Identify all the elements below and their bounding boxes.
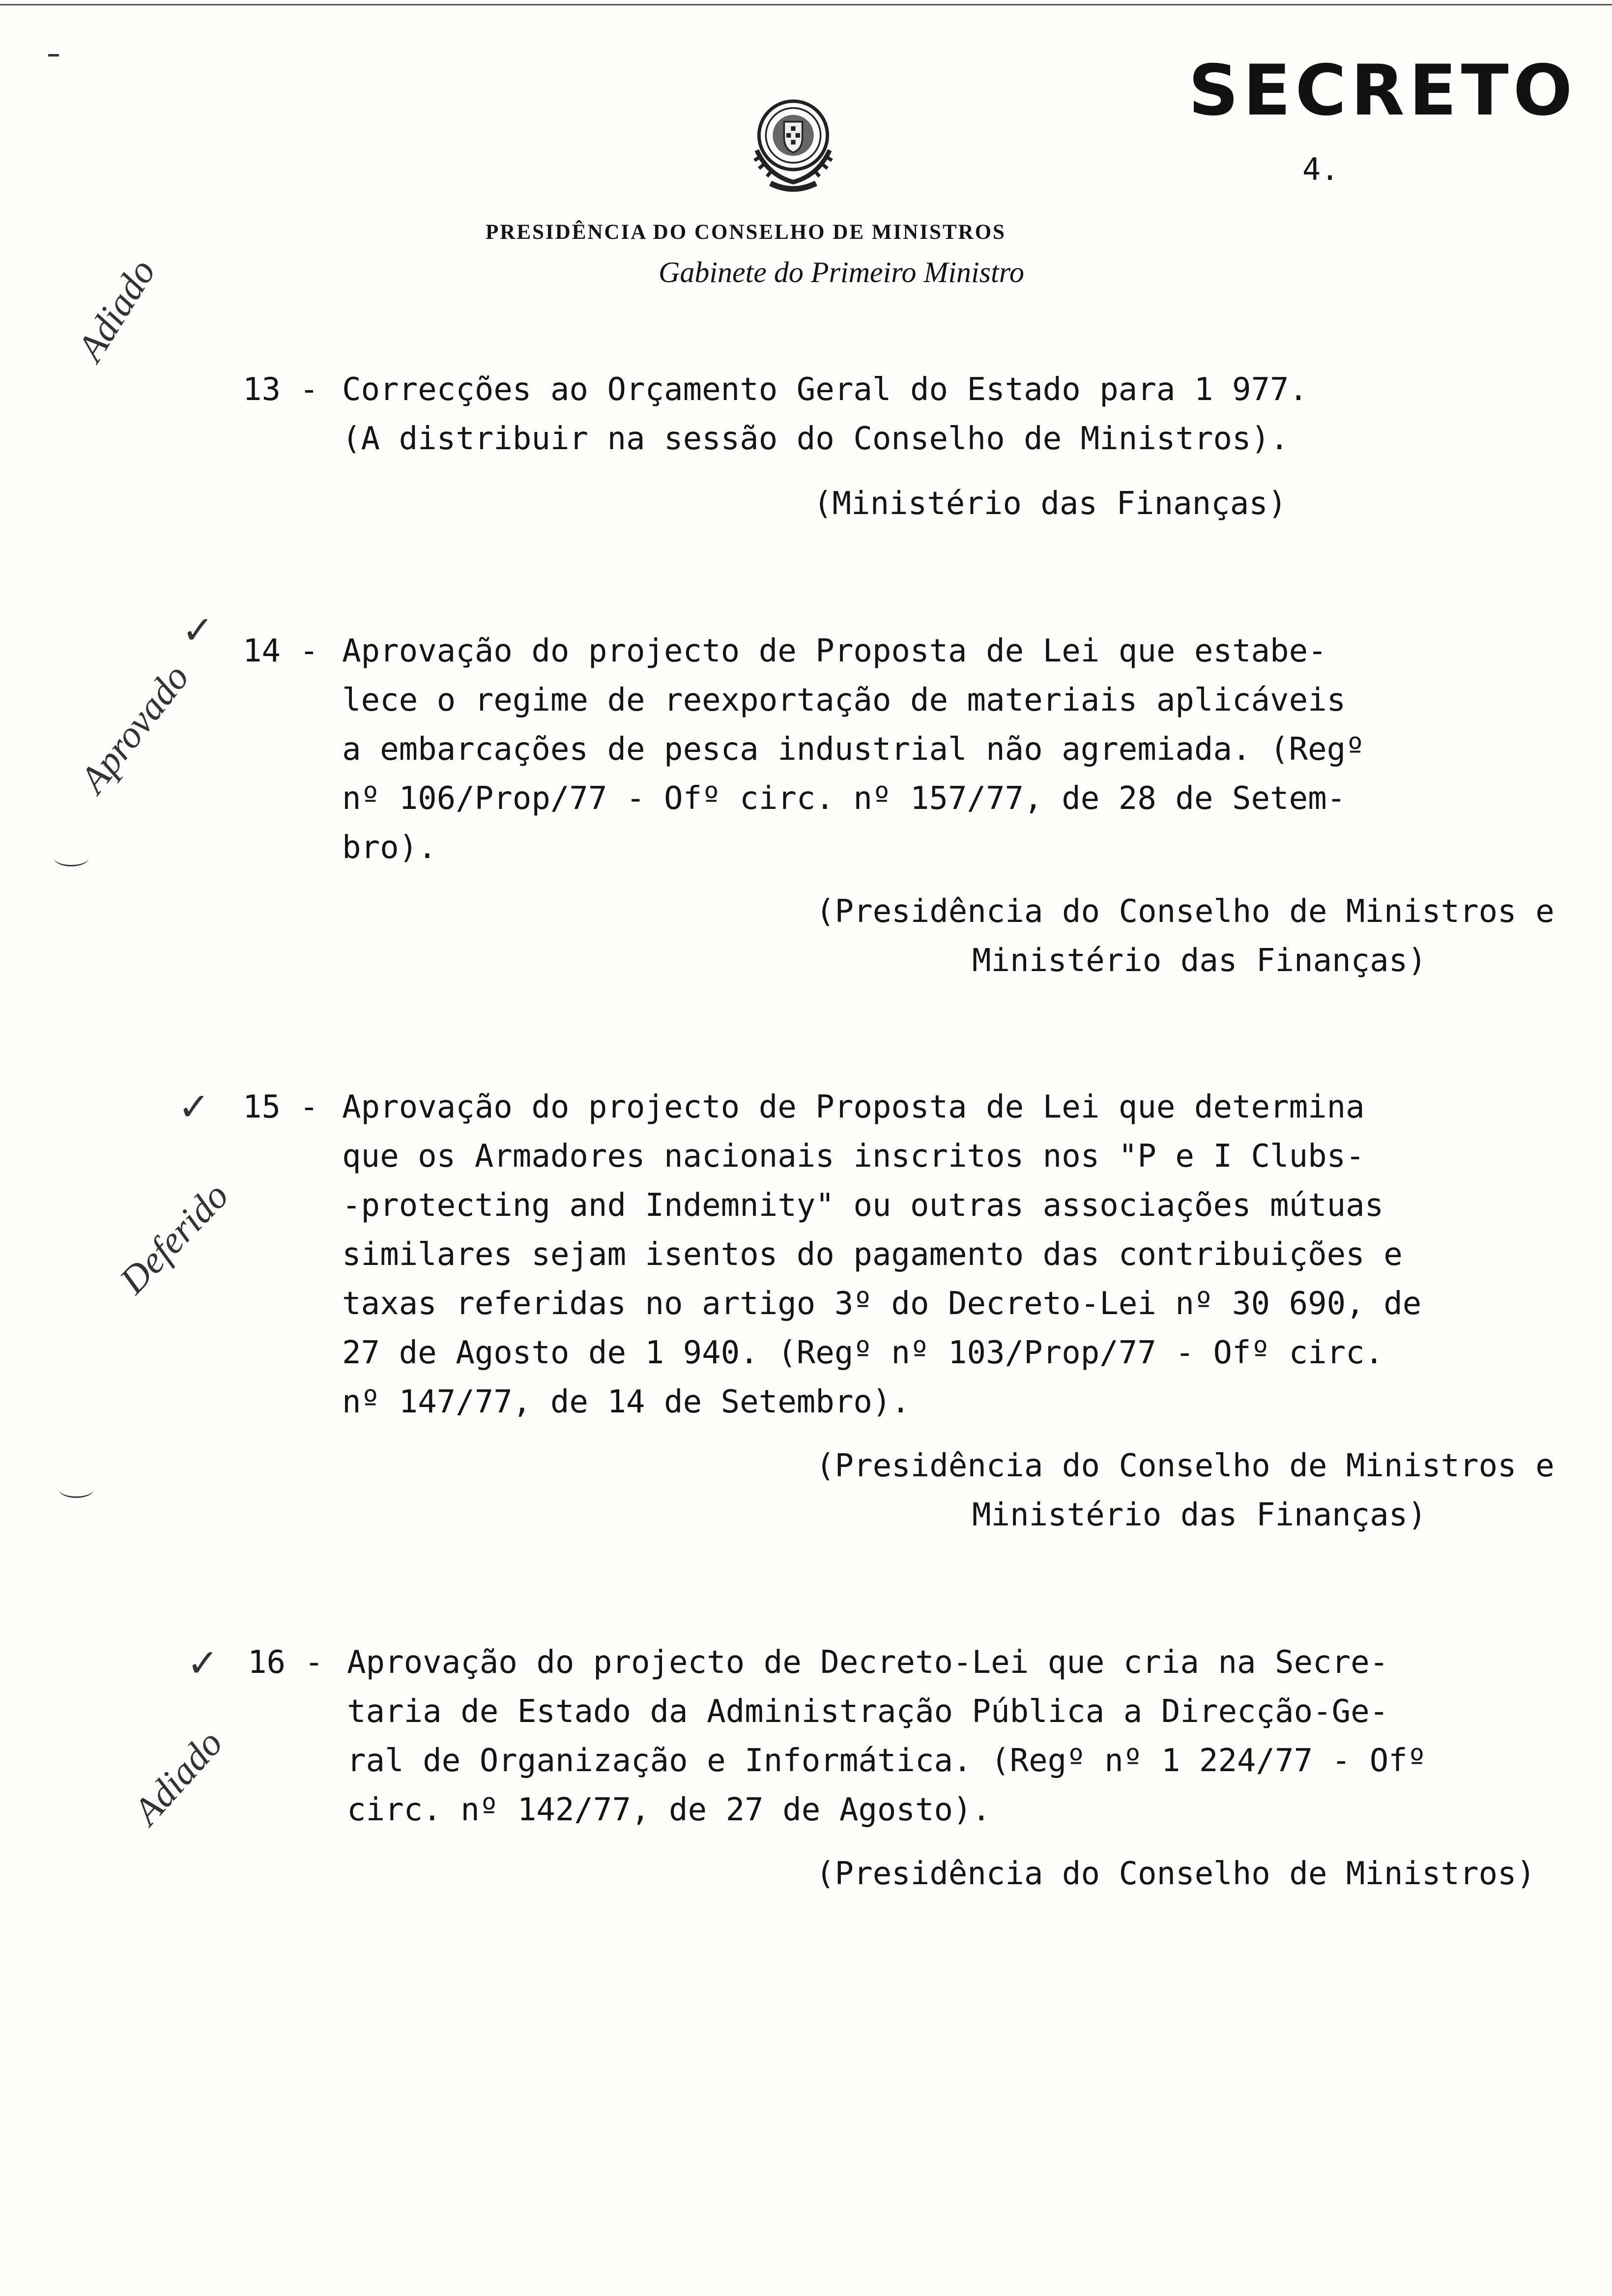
classification-stamp: SECRETO: [1188, 50, 1577, 131]
item-number-16: 16 -: [248, 1644, 324, 1681]
office-title: PRESIDÊNCIA DO CONSELHO DE MINISTROS: [486, 221, 1006, 244]
handwritten-annotation-15: Deferido: [111, 1174, 237, 1302]
item-15-ministry-1: (Presidência do Conselho de Ministros e: [816, 1448, 1554, 1484]
item-14-line-3: a embarcações de pesca industrial não agremiada. (Regº: [342, 731, 1365, 768]
item-14-line-4: nº 106/Prop/77 - Ofº circ. nº 157/77, de 28 de Setem-: [342, 780, 1346, 817]
item-15-line-1: Aprovação do projecto de Proposta de Lei que determina: [342, 1089, 1365, 1125]
item-16-line-3: ral de Organização e Informática. (Regº nº 1 224/77 - Ofº: [347, 1743, 1427, 1779]
item-number-14: 14 -: [243, 633, 319, 669]
coat-of-arms-icon: [736, 87, 850, 201]
check-mark-14: ✓: [182, 608, 214, 653]
page-number: 4.: [1302, 151, 1339, 187]
item-15-line-7: nº 147/77, de 14 de Setembro).: [342, 1384, 910, 1420]
item-14-ministry-1: (Presidência do Conselho de Ministros e: [816, 893, 1554, 930]
item-15-line-5: taxas referidas no artigo 3º do Decreto-Lei nº 30 690, de: [342, 1286, 1422, 1322]
item-number-13: 13 -: [243, 372, 319, 408]
item-14-line-2: lece o regime de reexportação de materiais aplicáveis: [342, 682, 1346, 718]
margin-mark-15: [59, 1482, 93, 1498]
handwritten-annotation-16: Adiado: [124, 1721, 231, 1833]
item-15-line-2: que os Armadores nacionais inscritos nos "P e I Clubs-: [342, 1138, 1365, 1175]
item-16-line-2: taria de Estado da Administração Pública a Direcção-Ge-: [347, 1693, 1389, 1730]
item-15-line-3: -protecting and Indemnity" ou outras associações mútuas: [342, 1187, 1384, 1224]
cabinet-subtitle: Gabinete do Primeiro Ministro: [659, 256, 1024, 288]
check-mark-15: ✓: [178, 1085, 210, 1129]
item-16-line-4: circ. nº 142/77, de 27 de Agosto).: [347, 1792, 991, 1828]
handwritten-annotation-14: Aprovado: [71, 656, 198, 801]
margin-dash: [48, 54, 59, 57]
item-13-line-1: Correcções ao Orçamento Geral do Estado para 1 977.: [342, 372, 1308, 408]
item-number-15: 15 -: [243, 1089, 319, 1125]
item-14-line-1: Aprovação do projecto de Proposta de Lei que estabe-: [342, 633, 1327, 669]
item-15-line-4: similares sejam isentos do pagamento das contribuições e: [342, 1236, 1403, 1273]
handwritten-annotation-13: Adiado: [68, 251, 164, 368]
item-15-line-6: 27 de Agosto de 1 940. (Regº nº 103/Prop/77 - Ofº circ.: [342, 1335, 1384, 1371]
item-15-ministry-2: Ministério das Finanças): [972, 1497, 1427, 1533]
margin-mark-14: [54, 850, 88, 866]
item-13-ministry-1: (Ministério das Finanças): [813, 486, 1287, 522]
item-16-ministry-1: (Presidência do Conselho de Ministros): [816, 1856, 1536, 1892]
top-border-line: [0, 4, 1612, 5]
item-13-line-2: (A distribuir na sessão do Conselho de Ministros).: [342, 421, 1289, 457]
item-16-line-1: Aprovação do projecto de Decreto-Lei que cria na Secre-: [347, 1644, 1389, 1681]
check-mark-16: ✓: [187, 1641, 219, 1686]
item-14-ministry-2: Ministério das Finanças): [972, 943, 1427, 979]
item-14-line-5: bro).: [342, 830, 437, 866]
